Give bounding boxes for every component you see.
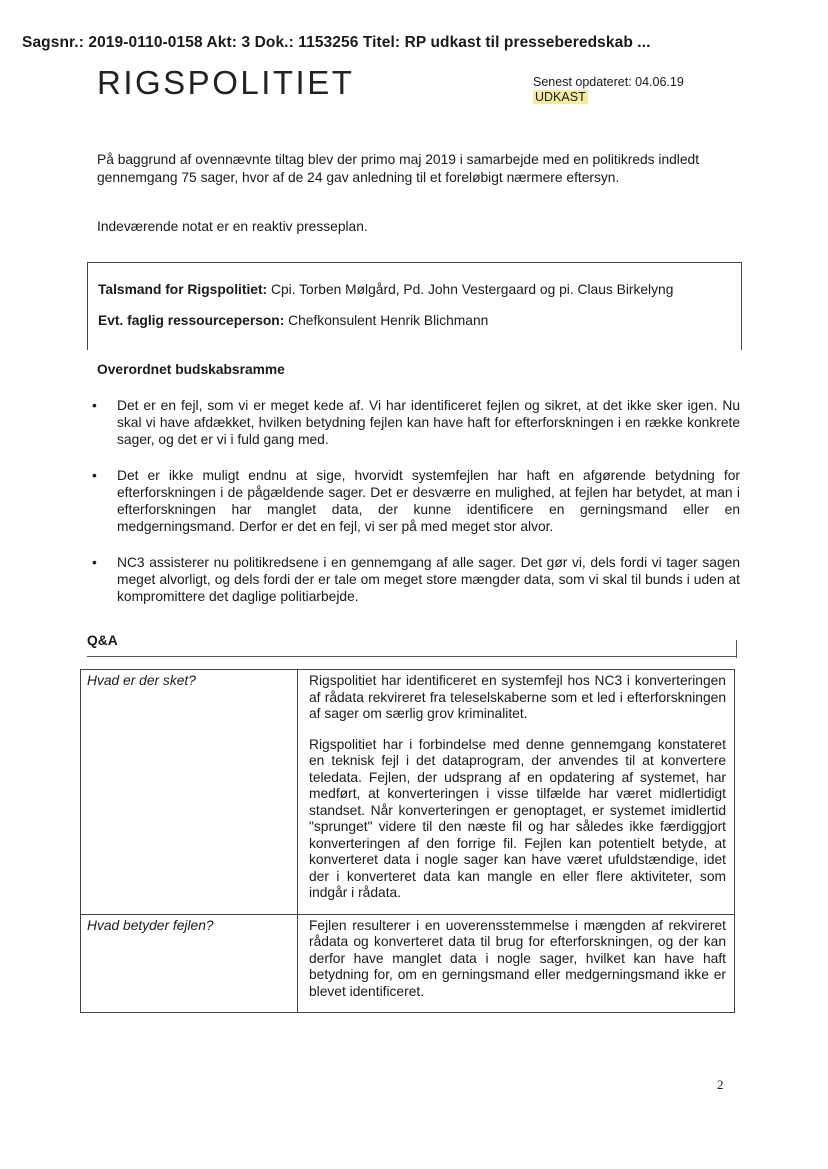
resource-label: Evt. faglig ressourceperson: (98, 313, 285, 328)
message-bullet-list (90, 397, 740, 624)
bullet-text: Det er en fejl, som vi er meget kede af. Vi har identificeret fejlen og sikret, at det ikke sker igen. Nu skal vi have afdækket, hvilken betydning fejlen kan have haft for efterforskningen i en række konkrete sager, og det er vi i fuld gang med. (117, 398, 740, 447)
table-row (81, 670, 735, 915)
resource-line (98, 313, 488, 328)
answer-paragraph: Rigspolitiet har identificeret en systemfejl hos NC3 i konverteringen af rådata rekvireret fra teleselskaberne som et led i efterforskningen af sager om særlig grov kriminalitet. (309, 673, 726, 721)
resource-value: Chefkonsulent Henrik Blichmann (288, 313, 489, 328)
qa-title: Q&A (87, 633, 118, 648)
message-framework-title: Overordnet budskabsramme (97, 362, 285, 377)
draft-badge: UDKAST (535, 90, 586, 104)
table-row (81, 914, 735, 1013)
bullet-text: NC3 assisterer nu politikredsene i en gennemgang af alle sager. Det gør vi, dels fordi vi tager sagen meget alvorligt, og dels fordi der er tale om meget store mængder data, som vi skal til bunds i uden at kompromittere det daglige politiarbejde. (117, 555, 740, 604)
answer-paragraph: Rigspolitiet har i forbindelse med denne gennemgang konstateret en teknisk fejl i det dataprogram, der anvendes til at konvertere teledata. Fejlen, der udsprang af en opdatering af systemet, har medført, at konverteringen i visse tilfælde har været midlertidigt standset. Når konverteringen er genoptaget, er systemet imidlertid "sprunget" videre til den næste fil og har således ikke færdiggjort konverteringen af den forrige fil. Fejlen kan potentielt betyde, at konverteret data i nogle sager kan have været ufuldstændige, idet der i konverteret data kan mangle en eller flere aktiviteter, som indgår i rådata. (309, 736, 726, 900)
qa-divider-tick (736, 640, 737, 658)
intro-paragraph: På baggrund af ovennævnte tiltag blev der primo maj 2019 i samarbejde med en politikreds indledt gennemgang 75 sager, hvor af de 24 gav anledning til et foreløbigt nærmere eftersyn. (97, 152, 700, 185)
bullet-text: Det er ikke muligt endnu at sige, hvorvidt systemfejlen har haft en afgørende betydning for efterforskningen i de pågældende sager. Det er desværre en mulighed, at fejlen har betydet, at man i efterforskningen har manglet data, der kunne identificere en gerningsmand eller en medgerningsmand. Derfor er det en fejl, vi ser på med meget stor alvor. (117, 468, 740, 534)
message-bullet (90, 397, 740, 448)
bullet-icon: • (92, 468, 97, 483)
last-updated-label: Senest opdateret: 04.06.19 (533, 75, 684, 89)
case-header: Sagsnr.: 2019-0110-0158 Akt: 3 Dok.: 1153256 Titel: RP udkast til presseberedskab ... (22, 34, 651, 51)
qa-answer (298, 670, 735, 915)
contacts-box (87, 262, 742, 350)
qa-question: Hvad betyder fejlen? (81, 914, 298, 1013)
rigspolitiet-logo: RIGSPOLITIET (97, 64, 355, 101)
spokesperson-line (98, 282, 673, 297)
bullet-icon: • (92, 555, 97, 570)
update-info (533, 75, 684, 105)
page-number: 2 (717, 1077, 724, 1092)
qa-table (80, 669, 735, 1013)
message-bullet (90, 554, 740, 605)
qa-question: Hvad er der sket? (81, 670, 298, 915)
bullet-icon: • (92, 398, 97, 413)
message-bullet (90, 467, 740, 535)
spokesperson-value: Cpi. Torben Mølgård, Pd. John Vestergaard og pi. Claus Birkelyng (271, 282, 674, 297)
note-paragraph: Indeværende notat er en reaktiv presseplan. (97, 219, 368, 234)
answer-paragraph: Fejlen resulterer i en uoverensstemmelse i mængden af rekvireret rådata og konverteret data til brug for efterforskningen, og der kan derfor have manglet data i nogle sager, hvilket kan have haft betydning for, om en gerningsmand eller medgerningsmand ikke er blevet identificeret. (309, 917, 726, 999)
qa-answer (298, 914, 735, 1013)
qa-divider (87, 656, 737, 657)
spokesperson-label: Talsmand for Rigspolitiet: (98, 282, 268, 297)
